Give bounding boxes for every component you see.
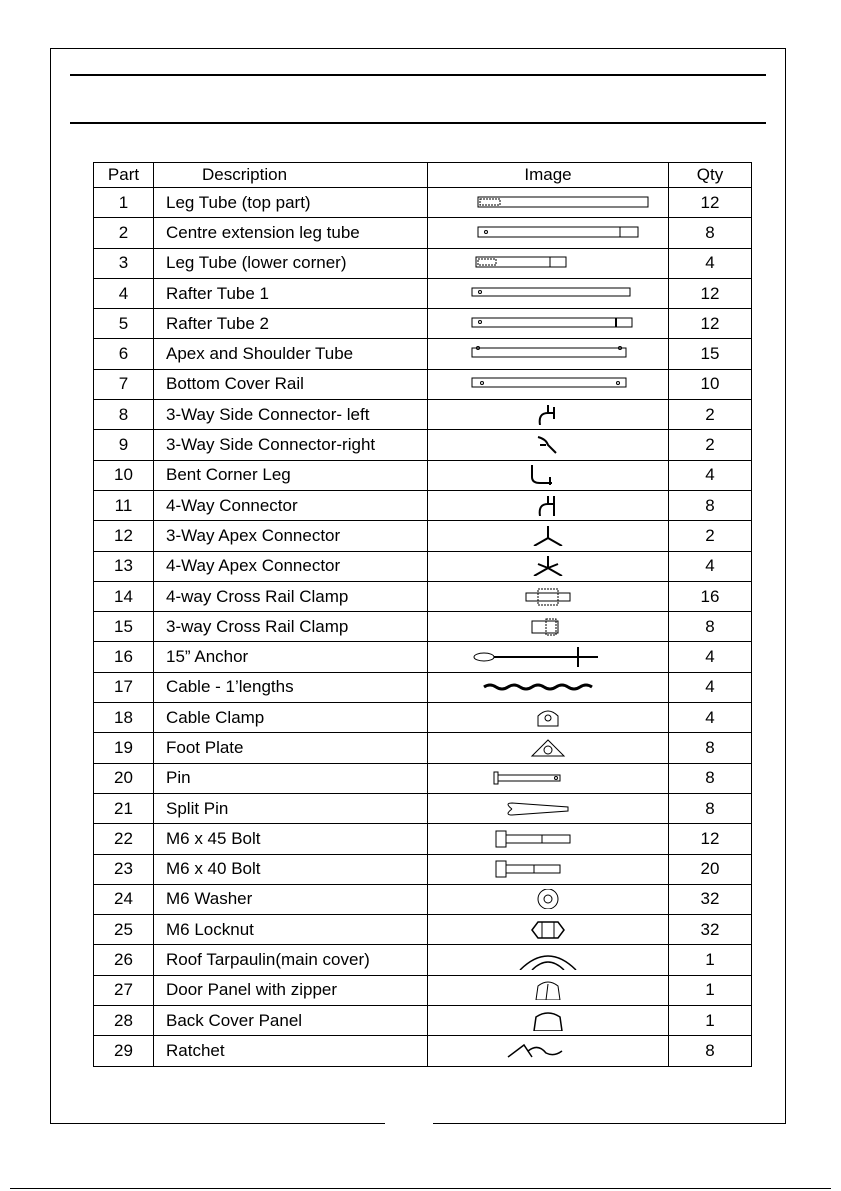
header-description: Description	[154, 163, 428, 188]
part-qty: 12	[669, 188, 752, 218]
roof-tarpaulin-icon	[428, 950, 668, 970]
part-qty: 2	[669, 400, 752, 430]
table-row	[94, 854, 752, 884]
part-image	[428, 733, 669, 763]
part-number: 7	[94, 369, 154, 399]
part-qty: 2	[669, 521, 752, 551]
washer-icon	[428, 889, 668, 909]
part-description: Ratchet	[154, 1036, 428, 1066]
page-bottom-rule	[10, 1188, 831, 1189]
part-number: 8	[94, 400, 154, 430]
part-description: Leg Tube (lower corner)	[154, 248, 428, 278]
part-qty: 15	[669, 339, 752, 369]
table-row	[94, 1006, 752, 1036]
part-description: Roof Tarpaulin(main cover)	[154, 945, 428, 975]
part-image	[428, 551, 669, 581]
part-description: Rafter Tube 2	[154, 309, 428, 339]
part-number: 23	[94, 854, 154, 884]
anchor-icon	[428, 647, 668, 667]
part-qty: 20	[669, 854, 752, 884]
part-description: Bent Corner Leg	[154, 460, 428, 490]
part-number: 4	[94, 278, 154, 308]
bottom-cover-rail-icon	[428, 374, 668, 394]
table-row	[94, 703, 752, 733]
part-description: M6 Locknut	[154, 915, 428, 945]
part-image	[428, 763, 669, 793]
part-qty: 4	[669, 248, 752, 278]
part-image	[428, 309, 669, 339]
part-image	[428, 339, 669, 369]
part-description: Centre extension leg tube	[154, 218, 428, 248]
part-number: 6	[94, 339, 154, 369]
part-qty: 1	[669, 1006, 752, 1036]
side-connector-left-icon	[428, 405, 668, 425]
frame-gap	[385, 1120, 433, 1128]
part-number: 25	[94, 915, 154, 945]
part-qty: 8	[669, 763, 752, 793]
part-description: Apex and Shoulder Tube	[154, 339, 428, 369]
part-number: 11	[94, 490, 154, 520]
part-number: 2	[94, 218, 154, 248]
part-qty: 4	[669, 642, 752, 672]
rafter-tube-2-icon	[428, 314, 668, 334]
part-qty: 1	[669, 975, 752, 1005]
part-number: 14	[94, 581, 154, 611]
table-row	[94, 278, 752, 308]
part-number: 5	[94, 309, 154, 339]
part-description: Leg Tube (top part)	[154, 188, 428, 218]
part-qty: 12	[669, 309, 752, 339]
part-description: Cable Clamp	[154, 703, 428, 733]
table-row	[94, 218, 752, 248]
part-number: 10	[94, 460, 154, 490]
part-qty: 16	[669, 581, 752, 611]
part-image	[428, 460, 669, 490]
part-image	[428, 854, 669, 884]
table-header-row	[94, 163, 752, 188]
table-row	[94, 430, 752, 460]
part-number: 20	[94, 763, 154, 793]
table-row	[94, 551, 752, 581]
four-way-apex-connector-icon	[428, 556, 668, 576]
part-qty: 8	[669, 733, 752, 763]
apex-shoulder-tube-icon	[428, 344, 668, 364]
bolt-40-icon	[428, 859, 668, 879]
centre-extension-tube-icon	[428, 223, 668, 243]
part-qty: 2	[669, 430, 752, 460]
part-image	[428, 642, 669, 672]
table-row	[94, 884, 752, 914]
split-pin-icon	[428, 799, 668, 819]
table-row	[94, 400, 752, 430]
part-qty: 8	[669, 1036, 752, 1066]
part-qty: 12	[669, 278, 752, 308]
three-way-apex-connector-icon	[428, 526, 668, 546]
part-image	[428, 218, 669, 248]
part-qty: 1	[669, 945, 752, 975]
part-image	[428, 278, 669, 308]
three-way-clamp-icon	[428, 617, 668, 637]
part-image	[428, 703, 669, 733]
header-rule-bottom	[70, 122, 766, 124]
table-row	[94, 248, 752, 278]
back-cover-panel-icon	[428, 1011, 668, 1031]
part-description: 4-way Cross Rail Clamp	[154, 581, 428, 611]
header-part: Part	[94, 163, 154, 188]
part-image	[428, 521, 669, 551]
header-rule-top	[70, 74, 766, 76]
bent-corner-leg-icon	[428, 465, 668, 485]
part-description: Rafter Tube 1	[154, 278, 428, 308]
part-image	[428, 824, 669, 854]
part-image	[428, 975, 669, 1005]
part-image	[428, 490, 669, 520]
part-qty: 8	[669, 793, 752, 823]
part-number: 12	[94, 521, 154, 551]
table-row	[94, 521, 752, 551]
part-image	[428, 581, 669, 611]
part-image	[428, 400, 669, 430]
part-qty: 8	[669, 612, 752, 642]
part-number: 19	[94, 733, 154, 763]
table-row	[94, 915, 752, 945]
part-qty: 32	[669, 915, 752, 945]
part-image	[428, 248, 669, 278]
part-number: 22	[94, 824, 154, 854]
part-description: 3-Way Side Connector- left	[154, 400, 428, 430]
table-row	[94, 460, 752, 490]
part-description: Cable - 1’lengths	[154, 672, 428, 702]
part-description: 4-Way Apex Connector	[154, 551, 428, 581]
part-image	[428, 369, 669, 399]
part-image	[428, 1036, 669, 1066]
part-number: 17	[94, 672, 154, 702]
table-row	[94, 369, 752, 399]
part-qty: 32	[669, 884, 752, 914]
part-qty: 4	[669, 460, 752, 490]
part-description: 3-Way Side Connector-right	[154, 430, 428, 460]
table-row	[94, 733, 752, 763]
pin-icon	[428, 768, 668, 788]
part-number: 28	[94, 1006, 154, 1036]
part-number: 9	[94, 430, 154, 460]
part-qty: 12	[669, 824, 752, 854]
part-number: 24	[94, 884, 154, 914]
table-row	[94, 490, 752, 520]
four-way-connector-icon	[428, 496, 668, 516]
part-description: 15” Anchor	[154, 642, 428, 672]
part-image	[428, 188, 669, 218]
side-connector-right-icon	[428, 435, 668, 455]
part-number: 21	[94, 793, 154, 823]
part-number: 3	[94, 248, 154, 278]
table-row	[94, 793, 752, 823]
cable-icon	[428, 677, 668, 697]
table-row	[94, 642, 752, 672]
part-qty: 8	[669, 218, 752, 248]
table-row	[94, 309, 752, 339]
part-number: 1	[94, 188, 154, 218]
part-image	[428, 430, 669, 460]
parts-table	[93, 162, 752, 1067]
part-image	[428, 612, 669, 642]
part-image	[428, 884, 669, 914]
door-panel-icon	[428, 980, 668, 1000]
part-image	[428, 915, 669, 945]
part-number: 16	[94, 642, 154, 672]
part-number: 13	[94, 551, 154, 581]
table-row	[94, 975, 752, 1005]
locknut-icon	[428, 920, 668, 940]
part-description: Door Panel with zipper	[154, 975, 428, 1005]
part-image	[428, 1006, 669, 1036]
part-description: M6 x 45 Bolt	[154, 824, 428, 854]
part-qty: 4	[669, 672, 752, 702]
leg-tube-top-icon	[428, 193, 668, 213]
part-description: M6 Washer	[154, 884, 428, 914]
table-row	[94, 188, 752, 218]
part-description: M6 x 40 Bolt	[154, 854, 428, 884]
part-description: 4-Way Connector	[154, 490, 428, 520]
part-description: Back Cover Panel	[154, 1006, 428, 1036]
table-row	[94, 672, 752, 702]
part-image	[428, 672, 669, 702]
part-qty: 8	[669, 490, 752, 520]
part-number: 18	[94, 703, 154, 733]
part-description: 3-way Cross Rail Clamp	[154, 612, 428, 642]
part-image	[428, 793, 669, 823]
table-row	[94, 1036, 752, 1066]
header-image: Image	[428, 163, 669, 188]
leg-tube-lower-icon	[428, 253, 668, 273]
part-number: 29	[94, 1036, 154, 1066]
part-image	[428, 945, 669, 975]
header-qty: Qty	[669, 163, 752, 188]
part-number: 26	[94, 945, 154, 975]
part-description: 3-Way Apex Connector	[154, 521, 428, 551]
part-qty: 4	[669, 551, 752, 581]
table-row	[94, 824, 752, 854]
part-description: Pin	[154, 763, 428, 793]
bolt-45-icon	[428, 829, 668, 849]
table-row	[94, 581, 752, 611]
part-description: Foot Plate	[154, 733, 428, 763]
part-description: Bottom Cover Rail	[154, 369, 428, 399]
ratchet-icon	[428, 1041, 668, 1061]
rafter-tube-1-icon	[428, 284, 668, 304]
cable-clamp-icon	[428, 708, 668, 728]
table-row	[94, 945, 752, 975]
part-number: 27	[94, 975, 154, 1005]
part-number: 15	[94, 612, 154, 642]
part-description: Split Pin	[154, 793, 428, 823]
part-qty: 10	[669, 369, 752, 399]
foot-plate-icon	[428, 738, 668, 758]
four-way-clamp-icon	[428, 587, 668, 607]
table-row	[94, 763, 752, 793]
table-row	[94, 612, 752, 642]
part-qty: 4	[669, 703, 752, 733]
table-row	[94, 339, 752, 369]
